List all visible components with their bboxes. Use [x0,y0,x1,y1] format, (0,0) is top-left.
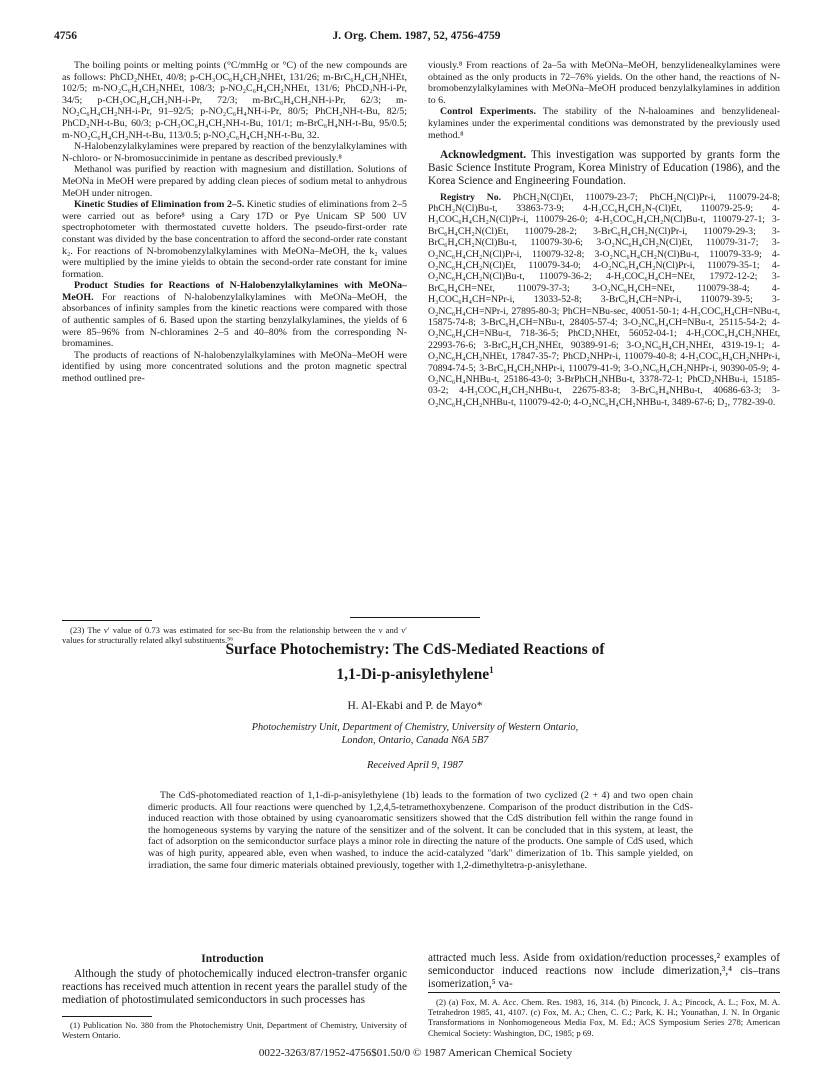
paragraph-methanol: Methanol was purified by reaction with magnesium and distillation. Solutions of MeONa in MeOH were prepared by adding clean pieces of sodium metal to anhydrous MeOH under nitrogen. [62,164,407,199]
product-studies-body: For reactions of N-halobenzylalkylamines with MeONa–MeOH, the absorbances of infinity samples from the kinetic reactions were compared with those of authentic samples of 6. Based upon the starting benzylalkylamines, the yields of 6 were 85–96% from N-chloramines 2–5 and 40–80% from the corresponding N-bromamines. [62,291,407,350]
journal-citation: J. Org. Chem. 1987, 52, 4756-4759 [332,30,501,42]
footnote-2: (2) (a) Fox, M. A. Acc. Chem. Res. 1983, 16, 314. (b) Pincock, J. A.; Pincock, A. L.; Fox, M. A. Tetrahedron 1985, 41, 4107. (c) Fox, M. A.; Chen, C. C.; Park, K. H.; Younathan, J. N. In Organic Transformations in Nonhomogeneous Media Fox, M. Ed.; ACS Symposium Series 278; American Chemical Society: Washington, DC, 1985; p 69. [428,997,780,1038]
page-number: 4756 [54,30,77,42]
received-date: Received April 9, 1987 [366,760,464,771]
footnote-rule-left [62,620,152,621]
left-column [62,60,407,385]
control-body: The stability of the N-haloamines and benzylidenealkylamines under the experimental conditions was demonstrated by the previously used method.⁸ [428,106,780,141]
authors: H. Al-Ekabi and P. de Mayo* [347,700,483,712]
introduction-paragraph-right: attracted much less. Aside from oxidation/reduction processes,² examples of semiconductor induced reactions now include dimerization,³,⁴ cis–trans isomerization,⁵ va- [428,952,780,990]
acknowledgment-body: This investigation was supported by grants form the Basic Science Institute Program, Korea Ministry of Education (1986), and the Korea Science and Engineering Foundation. [428,149,780,187]
page-header [54,30,779,46]
abstract: The CdS-photomediated reaction of 1,1-di-p-anisylethylene (1b) leads to the formation of two cyclized (2 + 4) and two open chain dimeric products. All four reactions were quenched by 1,2,4,5-tetramethoxybenzene. Comparison of the product distribution in the CdS-induced reaction with those obtained by using cyanoaromatic sensitizers showed that the CdS distribution fell within the range found in the homogeneous systems by varying the nature of the sensitizer and of the solvent. It can be concluded that in this system, at least, the fact of adsorption on the semiconductor surface plays a minor role in directing the nature of the products. One sample of CdS used, which was of high purity, appeared able, even when washed, to induce the acid-catalyzed "dark" dimerization of 1b. This sample yielded, on irradiation, the same four dimeric materials obtained previously, together with 1,2-dimethyltetra-p-anisylethane. [148,790,693,871]
right-column [428,60,780,408]
footnote-23: (23) The ν′ value of 0.73 was estimated for sec-Bu from the relationship between the ν and ν′ values for structurally related alkyl substituents.⁵⁶ [62,625,407,646]
paragraph-registry [428,192,780,409]
footnote-1: (1) Publication No. 380 from the Photochemistry Unit, Department of Chemistry, University of Western Ontario. [62,1020,407,1041]
affiliation-line-2: London, Ontario, Canada N6A 5B7 [341,734,489,746]
introduction-paragraph-left: Although the study of photochemically induced electron-transfer organic reactions has received much attention in recent years the parallel study of the mediation of photostimulated semiconductors in such processes has [62,968,407,1006]
article-separator [350,617,480,618]
paragraph-products: The products of reactions of N-halobenzylalkylamines with MeONa–MeOH were identified by using more concentrated solutions and the proton magnetic spectral method outlined pre- [62,349,407,385]
article-title [100,640,730,685]
affiliation [150,722,680,747]
paragraph-viously: viously.⁸ From reactions of 2a–5a with MeONa–MeOH, benzylidenealkylamines were obtained as the only products in 72–76% yields. On the other hand, the reactions of N-bromobenzylalkylamines with MeONa–MeOH produced benzylalkylamines in addition to 6. [428,60,780,106]
footnote-rule-intro-right [428,992,780,993]
title-footnote-marker: 1 [489,665,494,675]
acknowledgment-heading: Acknowledgment. [440,149,527,162]
registry-body: PhCH₂N(Cl)Et, 110079-23-7; PhCH₂N(Cl)Pr-i, 110079-24-8; PhCH₂N(Cl)Bu-t, 33863-73-9; 4-H₃CC₆H₄CH₂N-(Cl)Et, 110079-25-9; 4-H₃COC₆H₄CH₂N(Cl)Pr-i, 110079-26-0; 4-H₃COC₆H₄CH₂N(Cl)Bu-t, 110079-27-1; 3-BrC₆H₄CH₂N(Cl)Et, 110079-28-2; 3-BrC₆H₄CH₂N(Cl)Pr-i, 110079-29-3; 3-BrC₆H₄CH₂N(Cl)Bu-t, 110079-30-6; 3-O₂NC₆H₄CH₂N(Cl)Et, 110079-31-7; 3-O₂NC₆H₄CH₂N(Cl)Pr-i, 110079-32-8; 3-O₂NC₆H₄CH₂N(Cl)Bu-t, 110079-33-9; 4-O₂NC₆H₄CH₂N(Cl)Et, 110079-34-0; 4-O₂NC₆H₄CH₂N(Cl)Pr-i, 110079-35-1; 4-O₂NC₆H₄CH₂N(Cl)Bu-t, 110079-36-2; 4-H₃COC₆H₄CH=NEt, 17972-12-2; 3-BrC₆H₄CH=NEt, 110079-37-3; 3-O₂NC₆H₄CH=NEt, 110079-38-4; 4-H₃COC₆H₄CH=NPr-i, 13033-52-8; 3-BrC₆H₄CH=NPr-i, 110079-39-5; 3-O₂NC₆H₄CH=NPr-i, 27895-80-3; PhCH=NBu-sec, 40051-50-1; 4-H₃COC₆H₄CH=NBu-t, 15875-74-8; 3-BrC₆H₄CH=NBu-t, 28405-57-4; 3-O₂NC₆H₄CH=NBu-t, 25115-54-2; 4-O₂NC₆H₄CH=NBu-t, 718-36-5; PhCD₂NHEt, 56052-04-1; 4-H₃COC₆H₄CH₂NHEt, 22993-76-6; 3-BrC₆H₄CH₂NHEt, 90389-91-6; 3-O₂NC₆H₄CH₂NHEt, 4319-19-1; 4-O₂NC₆H₄CH₂NHEt, 17847-35-7; PhCD₂NHPr-i, 110079-40-8; 4-H₃COC₆H₄CH₂NHPr-i, 70894-74-5; 3-BrC₆H₄CH₂NHPr-i, 110079-41-9; 3-O₂NC₆H₄CH₂NHPr-i, 90390-05-9; 4-O₂NC₆H₄NHBu-t, 25186-43-0; 3-BrPhCH₂NHBu-t, 3378-72-1; PhCD₂NHBu-i, 15185-03-2; 4-H₃COC₆H₄CH₂NHBu-t, 22675-83-8; 3-BrC₆H₄NHBu-t, 40686-63-3; 3-O₂NC₆H₄CH₂NHBu-t, 110079-42-0; 4-O₂NC₆H₄CH₂NHBu-t, 3489-67-6; D₂, 7782-39-0. [428,191,780,408]
paragraph-product-studies [62,280,407,350]
kinetic-body: Kinetic studies of eliminations from 2–5 were carried out as before⁸ using a Cary 17D or Pye Unicam SP 500 UV spectrophotometer with thermostated cuvette holders. The pseudo-first-order rate constant was divided by the base concentration to afford the second-order rate constant k₂. For reactions of N-bromobenzylalkylamines with MeONa–MeOH, the k₂ values were multiplied by the imine yields to obtain the second-order rate constant for imine formation. [62,199,407,280]
title-line-2: 1,1-Di-p-anisylethylene [336,666,490,684]
copyright-footer: 0022-3263/87/1952-4756$01.50/0 © 1987 American Chemical Society [258,1047,573,1059]
control-heading: Control Experiments. [440,106,536,118]
paragraph-acknowledgment [428,149,780,187]
kinetic-heading: Kinetic Studies of Elimination from 2–5. [74,199,245,211]
paragraph-boiling-points: The boiling points or melting points (°C/mmHg or °C) of the new compounds are as follows: PhCD₂NHEt, 40/8; p-CH₃OC₆H₄CH₂NHEt, 131/26; m-BrC₆H₄CH₂NHEt, 102/5; m-NO₂C₆H₄CH₂NHEt, 108/3; p-NO₂C₆H₄CH₂NHEt, 131/6; PhCD₂NH-i-Pr, 34/5; p-CH₃OC₆H₄CH₂NH-i-Pr, 72/3; m-BrC₆H₄CH₂NH-i-Pr, 62/3; m-NO₂C₆H₄CH₂NH-i-Pr, 91–92/5; p-NO₂C₆H₄NH-i-Pr, 80/5; PhCH₂NH-t-Bu, 82/5; PhCD₂NH-t-Bu, 60/3; p-CH₃OC₆H₄CH₂NH-t-Bu, 101/1; m-BrC₆H₄NH-t-Bu, 95/0.5; m-NO₂C₆H₄CH₂NH-t-Bu, 113/0.5; p-NO₂C₆H₄CH₂NH-t-Bu, 32. [62,60,407,141]
product-studies-heading: Product Studies for Reactions of N-Halobenzylalkylamines with MeONa–MeOH. [62,280,407,303]
title-line-1: Surface Photochemistry: The CdS-Mediated Reactions of [225,641,605,658]
paragraph-control [428,106,780,141]
paragraph-kinetic [62,199,407,280]
introduction-heading: Introduction [201,953,264,965]
footnote-rule-intro-left [62,1016,152,1017]
registry-heading: Registry No. [440,191,502,203]
affiliation-line-1: Photochemistry Unit, Department of Chemistry, University of Western Ontario, [251,722,579,733]
paragraph-halobenzyl: N-Halobenzylalkylamines were prepared by reaction of the benzylalkylamines with N-chloro- or N-bromosuccinimide in pentane as described previously.⁸ [62,141,407,164]
